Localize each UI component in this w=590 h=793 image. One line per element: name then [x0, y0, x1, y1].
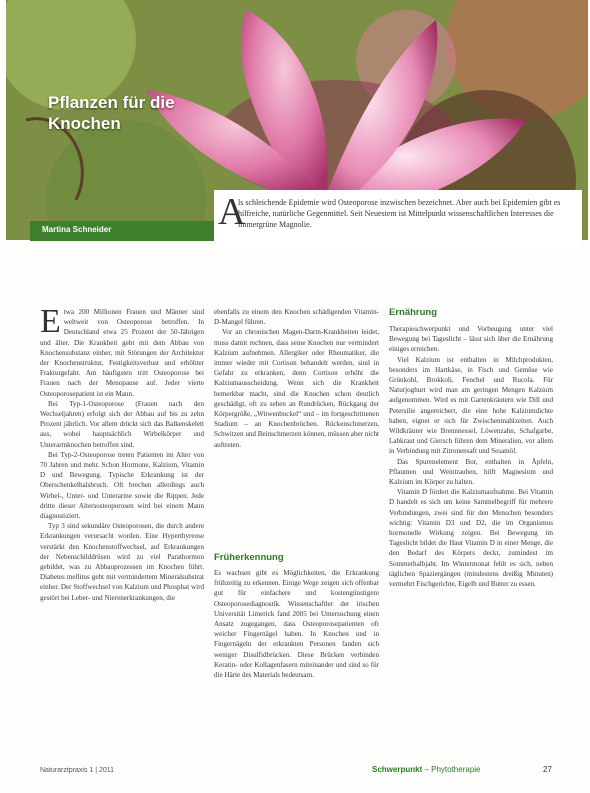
paragraph: Das Spurenelement Bor, enthalten in Äpfeln, Pflaumen und Weintrauben, hilft Magnesium und Kalzium im Körper zu halten.: [389, 457, 553, 487]
paragraph: Etwa 200 Millionen Frauen und Männer sind weltweit von Osteoporose betroffen. In Deutschland etwa 25 Prozent der 50-Jährigen und älter. Die Krankheit geht mit dem Abbau von Knochensubstanz einher, mit Störungen der Architektur der Knochenstruktur, Festigkeitsverlust und erhöhter Frakturgefahr. Am häufigsten tritt Osteoporose bei Frauen nach der Menopause auf. Jeder vierte Osteoporosepatient ist ein Mann.: [40, 303, 204, 398]
column-1: [40, 303, 204, 603]
author-name: Martina Schneider: [42, 225, 112, 234]
footer-publication: Naturarztpraxis 1 | 2011: [40, 767, 115, 774]
paragraph: Viel Kalzium ist enthalten in Milchprodukten, besonders im Hartkäse, in Fisch und Gemüse wie Grünkohl, Brokkoli, Fenchel und Rucola. Für Naturjoghurt wird man am geringen Mengen Kalzium aufgenommen. Wird es mit Gartenkräutern wie Dill und Petersilie angereichert, die eine hohe Kalziumdichte haben, eignet er sich für Zwischenmahlzeiten. Auch Wildkräuter wie Brennnessel, Löwenzahn, Schafgarbe, Labkraut und Giersch führen dem Mineralien, vor allem in Verbindung mit Zitronensaft und Sesamöl.: [389, 355, 553, 456]
section-heading: Früherkennung: [214, 552, 284, 563]
intro-dropcap: A: [218, 191, 246, 233]
article-title: Pflanzen für die Knochen: [48, 93, 175, 133]
paragraph: Typ 3 sind sekundäre Osteoporosen, die durch andere Erkrankungen verursacht worden. Eine Hyperthyreose verstärkt den Knochenstoffwechsel, auf Erkrankungen der Nebenschilddrüsen wird zu viel Parathormon gebildet, was zu Abbauprozessen im Knochen führt. Diabetes mellitus geht mit vermindertem Mineralsubstrat einher. Der Stoffwechsel von Kalzium und Phosphat wird gestört bei Leber- und Nierenerkrankungen, die: [40, 522, 204, 602]
column-2-lower: [214, 568, 379, 680]
paragraph: Therapieschwerpunkt und Vorbeugung unter viel Bewegung bei Tageslicht – lässt sich über die Ernährung einiges erreichen.: [389, 325, 553, 354]
paragraph: Vitamin D fördert die Kalziumaufnahme. Bei Vitamin D handelt es sich um keine Sammelbegriff für mehrere Verbindungen, zwei sind für den Menschen besonders wichtig: Vitamin D3 und D2, die im Organismus hormonelle Wirkung zeigen. Bei Bewegung im Tageslicht bildet die Haut Vitamin D in einer Menge, die den Bedarf des Körpers deckt, zumindest im Sommerhalbjahr. Im Wintermonat fehlt es sich, neben täglichen Spaziergängen (mindestens dreißig Minuten) vermehrt Fischgerichte, Eigelb und Butter zu essen.: [389, 488, 553, 589]
paragraph: Bei Typ-1-Osteoporose (Frauen nach den Wechseljahren) erfolgt sich der Abbau auf bis zu zehn Prozent jährlich. Vor allem drückt sich das Balkenskelett aus, wobei hauptsächlich Wirbelkörper und Unterarmknochen betroffen sind.: [40, 399, 204, 449]
intro-text: ls schleichende Epidemie wird Osteoporose inzwischen bezeichnet. Aber auch bei Epidemien gibt es hilfreiche, natürliche Gegenmittel. Seit Neuestem ist Mittelpunkt wissenschaftlichen Interesses die immergrüne Magnolie.: [238, 198, 561, 229]
paragraph: Vor an chronischen Magen-Darm-Krankheiten leidet, muss damit rechnen, dass seine Knochen nur vermindert Kalzium aufnehmen. Allergiker oder Rheumatiker, die immer wieder mit Cortison behandelt werden, sind in Gefahr zu erkranken, denn Cortison erhöht die Kalziumausscheidung. Wenn sich die Krankheit bemerkbar macht, sind die Knochen schon deutlich geschädigt, oft zu sehen an Rundrücken, Rückgang der Körpergröße, „Witwenbuckel“ und – im fortgeschrittenen Stadium – an Knochenbrüchen. Rückenschmerzen, Schwitzen und Beinschmerzen können, müssen aber nicht auftreten.: [214, 328, 379, 449]
column-3: [389, 324, 553, 589]
paragraph: Es wachsen gibt es Möglichkeiten, die Erkrankung frühzeitig zu erkennen. Einige Wege zeigen sich offenbar gut für einfachere und kostengünstigere Osteoporosediagnostik. Wissenschaftler der irischen Universität Limerick fand 2005 bei Untersuchung einen Ansatz zugegangen, dass Osteoporosepatienten oft weicher Fingernägel haben. In Knochen und in Fingernägeln der erkrankten Personen fanden sich weniger Disulfidbrücken. Diese Brücken verbinden Keratin- oder Kollagenfasern miteinander und sind so für die Härte des Materials bedeutsam.: [214, 569, 379, 680]
paragraph: ebenfalls zu einem den Knochen schädigenden Vitamin-D-Mangel führen.: [214, 308, 379, 327]
section-heading: Ernährung: [389, 307, 438, 318]
paragraph: Bei Typ-2-Osteoporose treten Patienten im Alter von 70 Jahren und mehr. Schon Hormone, Kalzium, Vitamin D und Bewegung. Typische Erkrankung ist der Oberschenkelhalsbruch. Oft brechen allerdings auch Wirbel-, Unter- und Unterarme sowie die Rippen. Jede dritte dieser Altersosteoporosen wird bei einem Mann diagnostiziert.: [40, 450, 204, 521]
dropcap: E: [40, 303, 61, 340]
page-number: 27: [543, 765, 552, 774]
column-2: [214, 307, 379, 450]
footer-section: Schwerpunkt – Phytotherapie: [372, 765, 481, 774]
